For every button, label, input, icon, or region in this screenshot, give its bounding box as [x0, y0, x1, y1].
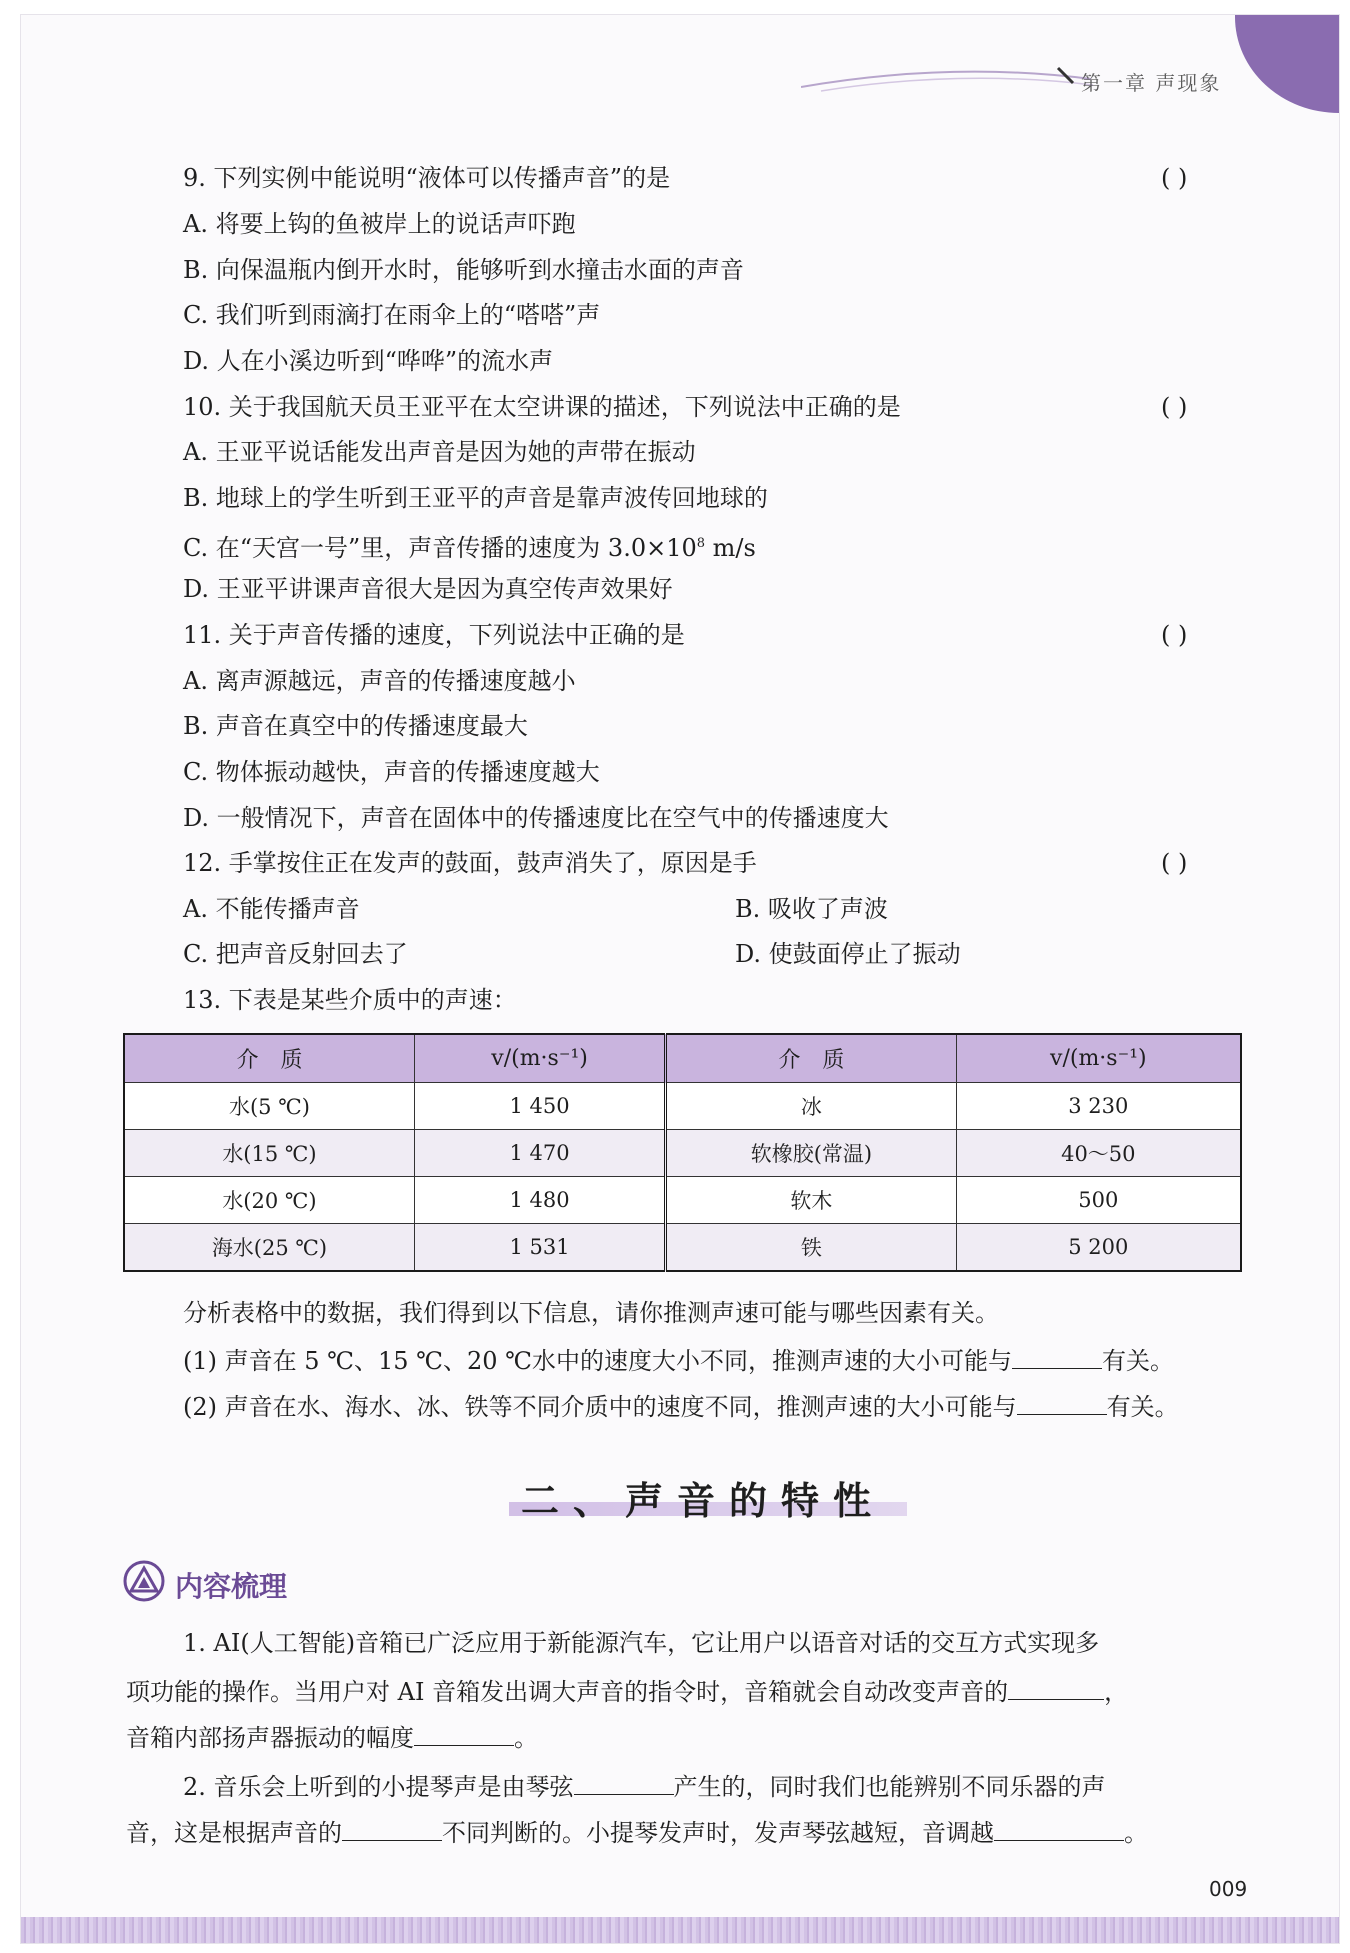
question-9-option-b: B. 向保温瓶内倒开水时，能够听到水撞击水面的声音 [183, 256, 744, 284]
answer-blank[interactable] [1017, 1390, 1107, 1415]
table-row [124, 1223, 1241, 1271]
table-row [124, 1130, 1241, 1177]
p2-line-1: 2. 音乐会上听到的小提琴声是由琴弦 产生的，同时我们也能辨别不同乐器的声 [183, 1770, 1106, 1802]
table-header-cell: v/(m·s⁻¹) [956, 1034, 1241, 1083]
question-12-option-b: B. 吸收了声波 [735, 895, 888, 923]
table-header-cell: v/(m·s⁻¹) [414, 1034, 665, 1083]
answer-blank[interactable] [1008, 1675, 1104, 1700]
answer-blank[interactable] [342, 1816, 442, 1841]
question-13-stem: 13. 下表是某些介质中的声速： [183, 986, 517, 1014]
q13-sub-question-1: (1) 声音在 5 ℃、15 ℃、20 ℃水中的速度大小不同，推测声速的大小可能与 有关。 [183, 1344, 1174, 1376]
question-11-option-c: C. 物体振动越快，声音的传播速度越大 [183, 758, 600, 786]
p1-line-1: 1. AI(人工智能)音箱已广泛应用于新能源汽车，它让用户以语音对话的交互方式实现多 [183, 1629, 1100, 1657]
table-cell: 1 450 [414, 1083, 665, 1130]
question-12-stem: 12. 手掌按住正在发声的鼓面，鼓声消失了，原因是手 [183, 849, 757, 877]
table-cell: 水(20 ℃) [124, 1176, 414, 1223]
q13-sub-question-2: (2) 声音在水、海水、冰、铁等不同介质中的速度不同，推测声速的大小可能与 有关。 [183, 1390, 1179, 1422]
table-cell: 软木 [666, 1176, 956, 1223]
answer-blank[interactable] [994, 1816, 1124, 1841]
table-header-cell: 介 质 [666, 1034, 956, 1083]
table-cell: 1 480 [414, 1176, 665, 1223]
table-cell: 1 531 [414, 1223, 665, 1271]
question-9-option-c: C. 我们听到雨滴打在雨伞上的“嗒嗒”声 [183, 301, 601, 329]
table-cell: 5 200 [956, 1223, 1241, 1271]
question-10-option-a: A. 王亚平说话能发出声音是因为她的声带在振动 [183, 438, 696, 466]
review-triangle-icon [123, 1560, 165, 1602]
review-heading: 内容梳理 [175, 1570, 288, 1603]
answer-blank[interactable] [414, 1721, 514, 1746]
p1-line-2: 项功能的操作。当用户对 AI 音箱发出调大声音的指令时，音箱就会自动改变声音的 ， [126, 1675, 1128, 1707]
table-row [124, 1176, 1241, 1223]
question-9-answer-bracket: ( ) [1161, 164, 1188, 192]
question-11-option-d: D. 一般情况下，声音在固体中的传播速度比在空气中的传播速度大 [183, 804, 889, 832]
table-cell: 3 230 [956, 1083, 1241, 1130]
corner-tab-decoration [1235, 14, 1340, 113]
question-12-answer-bracket: ( ) [1161, 849, 1188, 877]
table-cell: 40～50 [956, 1130, 1241, 1177]
table-cell: 铁 [666, 1223, 956, 1271]
pen-icon [1055, 65, 1077, 87]
table-cell: 海水(25 ℃) [124, 1223, 414, 1271]
question-11-option-a: A. 离声源越远，声音的传播速度越小 [183, 667, 576, 695]
question-11-stem: 11. 关于声音传播的速度，下列说法中正确的是 [183, 621, 685, 649]
p2-line-2: 音，这是根据声音的 不同判断的。小提琴发声时，发声琴弦越短，音调越 。 [126, 1816, 1148, 1848]
table-cell: 水(15 ℃) [124, 1130, 414, 1177]
q13-analysis: 分析表格中的数据，我们得到以下信息，请你推测声速可能与哪些因素有关。 [183, 1299, 999, 1327]
table-cell: 500 [956, 1176, 1241, 1223]
table-header-row [124, 1034, 1241, 1083]
table-cell: 软橡胶(常温) [666, 1130, 956, 1177]
question-11-option-b: B. 声音在真空中的传播速度最大 [183, 712, 528, 740]
question-11-answer-bracket: ( ) [1161, 621, 1188, 649]
table-header-cell: 介 质 [124, 1034, 414, 1083]
answer-blank[interactable] [574, 1770, 674, 1795]
question-12-option-d: D. 使鼓面停止了振动 [735, 940, 961, 968]
exponent: 8 [696, 536, 706, 551]
question-12-option-c: C. 把声音反射回去了 [183, 940, 408, 968]
textbook-page [20, 14, 1340, 1944]
question-10-option-b: B. 地球上的学生听到王亚平的声音是靠声波传回地球的 [183, 484, 768, 512]
question-9-stem: 9. 下列实例中能说明“液体可以传播声音”的是 [183, 164, 671, 192]
table-row [124, 1083, 1241, 1130]
question-10-option-d: D. 王亚平讲课声音很大是因为真空传声效果好 [183, 575, 673, 603]
sound-speed-table [123, 1033, 1242, 1272]
table-cell: 冰 [666, 1083, 956, 1130]
table-cell: 水(5 ℃) [124, 1083, 414, 1130]
question-9-option-a: A. 将要上钩的鱼被岸上的说话声吓跑 [183, 210, 576, 238]
question-10-option-c: C. 在“天宫一号”里，声音传播的速度为 $3.0\times 10^8$ m/s [183, 534, 756, 562]
question-9-option-d: D. 人在小溪边听到“哗哗”的流水声 [183, 347, 554, 375]
footer-band-decoration [21, 1917, 1339, 1943]
table-cell: 1 470 [414, 1130, 665, 1177]
chapter-header: 第一章 声现象 [1081, 71, 1222, 95]
answer-blank[interactable] [1012, 1344, 1102, 1369]
question-10-stem: 10. 关于我国航天员王亚平在太空讲课的描述，下列说法中正确的是 [183, 393, 901, 421]
question-12-option-a: A. 不能传播声音 [183, 895, 360, 923]
question-10-answer-bracket: ( ) [1161, 393, 1188, 421]
p1-line-3: 音箱内部扬声器振动的幅度 。 [126, 1721, 538, 1753]
section-title: 二、声音的特性 [521, 1479, 886, 1523]
page-number: 009 [1209, 1877, 1248, 1901]
